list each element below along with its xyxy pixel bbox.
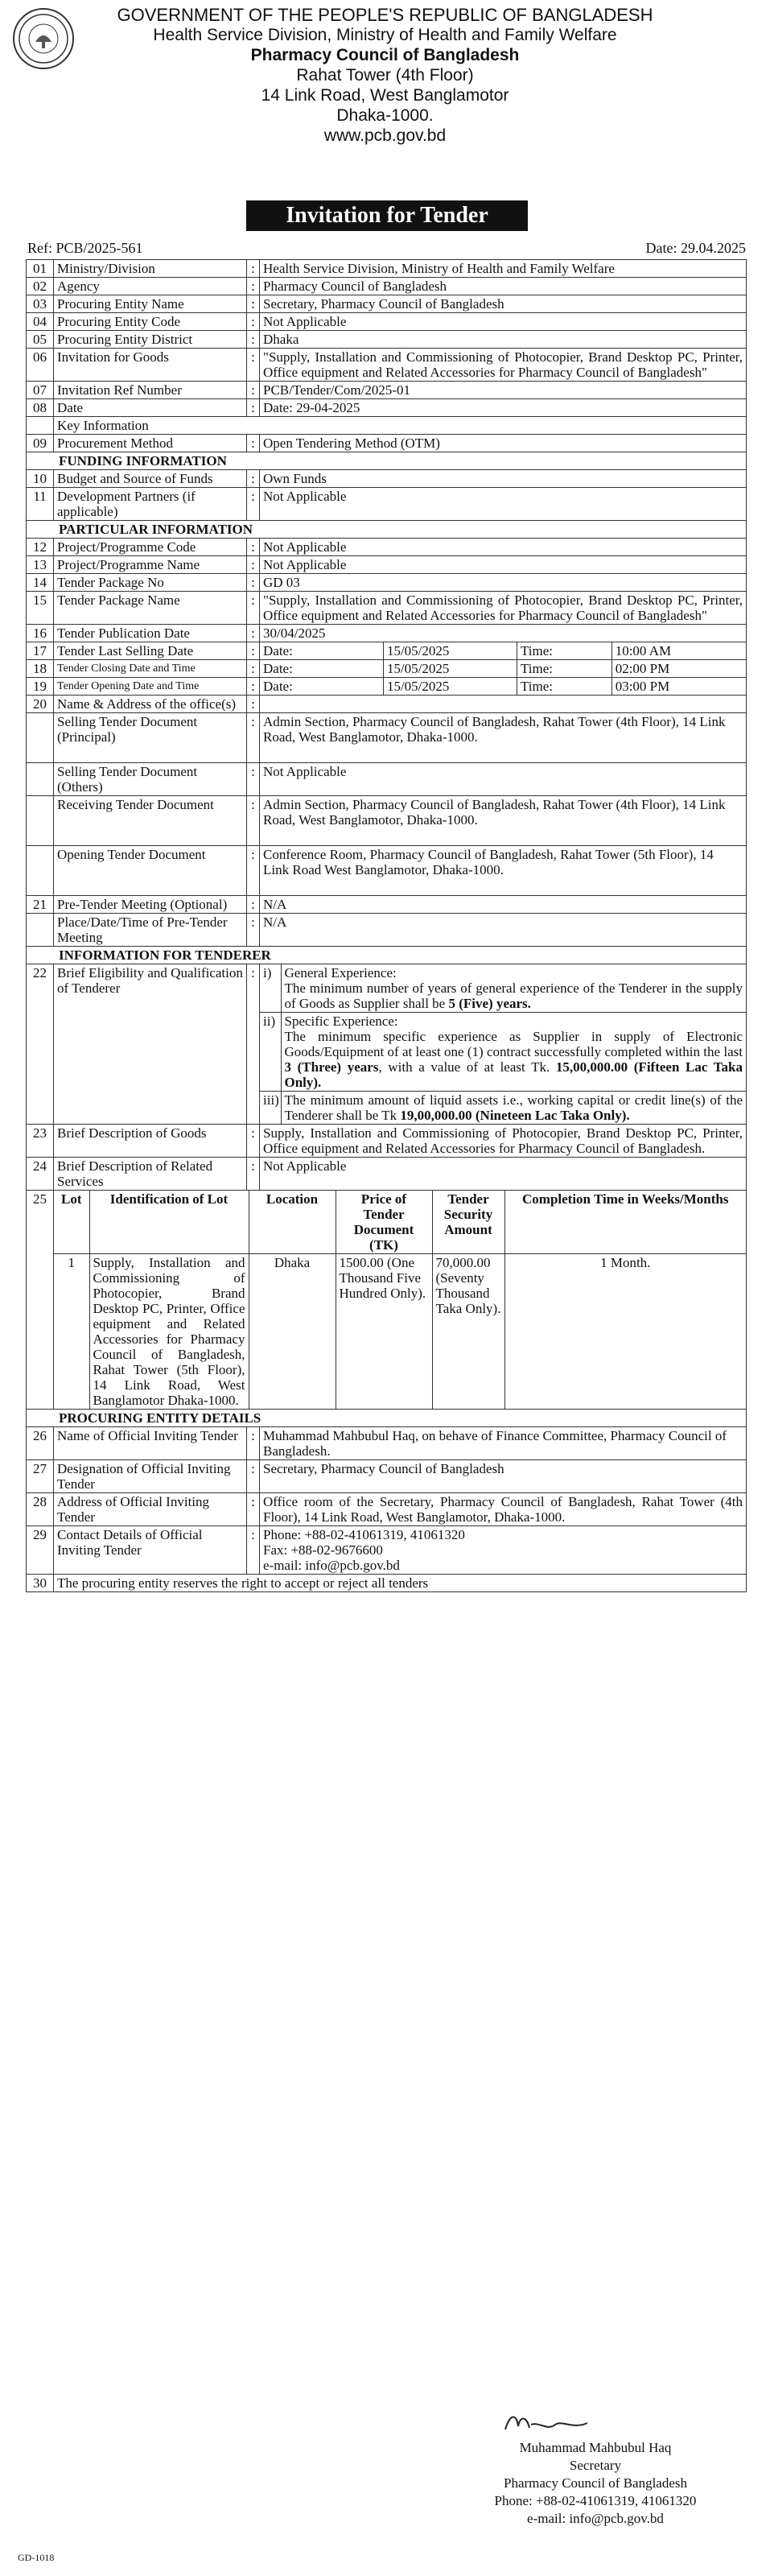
section-heading-row: [27, 521, 747, 539]
website[interactable]: www.pcb.gov.bd: [323, 126, 447, 145]
table-row: 01 Ministry/Division : Health Service Division, Ministry of Health and Family Welfare: [27, 260, 747, 278]
table-row: 13 Project/Programme Name : Not Applicable: [27, 556, 747, 574]
notice-date: Date: 29.04.2025: [645, 240, 746, 256]
table-row: 15 Tender Package Name : "Supply, Installation and Commissioning of Photocopier, Brand Desktop PC, Printer, Office equipment and Related Accessories for Pharmacy Council of Bangladesh": [27, 592, 747, 625]
signatory-phone: Phone: +88-02-41061319, 41061320: [494, 2493, 697, 2508]
table-row: 07 Invitation Ref Number : PCB/Tender/Com/2025-01: [27, 382, 747, 399]
security-header: Tender Security Amount: [432, 1191, 504, 1254]
signatory-title: Secretary: [569, 2458, 622, 2473]
table-row: 28 Address of Official Inviting Tender : Office room of the Secretary, Pharmacy Council of Bangladesh, Rahat Tower (4th Floor), 14 Link Road, West Banglamotor, Dhaka-1000.: [27, 1493, 747, 1526]
table-row: 18 Tender Closing Date and Time : Date: 15/05/2025 Time: 02:00 PM: [27, 660, 747, 678]
government-line: GOVERNMENT OF THE PEOPLE'S REPUBLIC OF BANGLADESH: [117, 5, 653, 25]
signature-icon: [499, 2407, 595, 2439]
section-heading: FUNDING INFORMATION: [27, 452, 747, 470]
section-heading-row: [27, 1410, 747, 1427]
table-row: 06 Invitation for Goods : "Supply, Installation and Commissioning of Photocopier, Brand Desktop PC, Printer, Office equipment and Related Accessories for Pharmacy Council of Bangladesh": [27, 349, 747, 382]
location-header: Location: [249, 1191, 336, 1254]
signatory-org: Pharmacy Council of Bangladesh: [503, 2475, 688, 2491]
lot-table: Lot Identification of Lot Location Price of Tender Document (TK) Tender Security Amount Completion Time in Weeks/Months 1 Supply, Installation and Commissioning of Photocopier, Brand Desktop PC, Printer, Office equipment and Related Accessories for Pharmacy Council of Bangladesh, Rahat Tower (5th Floor), 14 Link Road, West Banglamotor Dhaka-1000. Dhaka 1500.00 (One Thousand Five Hundred Only). 70,000.00 (Seventy Thousand Taka Only). 1 Month.: [54, 1191, 746, 1409]
division-line: Health Service Division, Ministry of Health and Family Welfare: [153, 26, 617, 44]
table-row: 22 Brief Eligibility and Qualification of Tenderer : i) General Experience: The minimum number of years of general experience of the Tenderer in the supply of Goods as Supplier shall be 5 (Five) years. ii) Specific Experience: The minimum specific experience as Supplier in supply of Electronic Goods/Equipment of at least one (1) contract successfully completed within the last 3 (Three) years, with a value of at least Tk. 15,00,000.00 (Fifteen Lac Taka Only). iii) The minimum amount of liquid assets i.e., working capital or credit line(s) of the Tenderer shall be Tk 19,00,000.00 (Nineteen Lac Taka Only).: [27, 964, 747, 1125]
section-heading-row: [27, 417, 747, 435]
table-row: 30 The procuring entity reserves the right to accept or reject all tenders: [27, 1575, 747, 1592]
table-row: 10 Budget and Source of Funds : Own Funds: [27, 470, 747, 488]
eligibility-criteria: i) General Experience: The minimum number of years of general experience of the Tenderer in the supply of Goods as Supplier shall be 5 (Five) years. ii) Specific Experience: The minimum specific experience as Supplier in supply of Electronic Goods/Equipment of at least one (1) contract successfully completed within the last 3 (Three) years, with a value of at least Tk. 15,00,000.00 (Fifteen Lac Taka Only). iii) The minimum amount of liquid assets i.e., working capital or credit line(s) of the Tenderer shall be Tk 19,00,000.00 (Nineteen Lac Taka Only).: [260, 964, 746, 1124]
table-row: 11 Development Partners (if applicable) : Not Applicable: [27, 488, 747, 521]
table-row: 02 Agency : Pharmacy Council of Bangladesh: [27, 278, 747, 295]
tender-details-table: [26, 259, 747, 1592]
table-row: Receiving Tender Document : Admin Section, Pharmacy Council of Bangladesh, Rahat Tower (4th Floor), 14 Link Road, West Banglamotor, Dhaka-1000.: [27, 796, 747, 846]
table-row: Selling Tender Document (Others) : Not Applicable: [27, 763, 747, 796]
table-row: 03 Procuring Entity Name : Secretary, Pharmacy Council of Bangladesh: [27, 295, 747, 313]
section-heading-row: [27, 947, 747, 964]
contact-phone: Phone: +88-02-41061319, 41061320: [263, 1527, 465, 1542]
gd-number: GD-1018: [18, 2552, 55, 2563]
table-row: 05 Procuring Entity District : Dhaka: [27, 331, 747, 349]
letterhead: [0, 5, 770, 146]
address-line-3: Dhaka-1000.: [336, 106, 434, 125]
lot-table-row: 25 Lot Identification of Lot Location Price of Tender Document (TK) Tender Security Amount Completion Time in Weeks/Months 1 Supply, Installation and Commissioning of Photocopier, Brand Desktop PC, Printer, Office equipment and Related Accessories for Pharmacy Council of Bangladesh, Rahat Tower (5th Floor), 14 Link Road, West Banglamotor Dhaka-1000. Dhaka 1500.00 (One Thousand Five Hundred Only). 70,000.00 (Seventy Thousand Taka Only). 1 Month.: [27, 1191, 747, 1410]
table-row: 24 Brief Description of Related Services : Not Applicable: [27, 1158, 747, 1191]
table-row: 04 Procuring Entity Code : Not Applicable: [27, 313, 747, 331]
table-row: 29 Contact Details of Official Inviting Tender : Phone: +88-02-41061319, 41061320 Fax: +88-02-9676600 e-mail: info@pcb.gov.bd: [27, 1526, 747, 1575]
contact-fax: Fax: +88-02-9676600: [263, 1542, 383, 1558]
table-row: 16 Tender Publication Date : 30/04/2025: [27, 625, 747, 642]
table-row: Opening Tender Document : Conference Room, Pharmacy Council of Bangladesh, Rahat Tower (5th Floor), 14 Link Road West Banglamotor, Dhaka-1000.: [27, 846, 747, 896]
table-row: 27 Designation of Official Inviting Tender : Secretary, Pharmacy Council of Bangladesh: [27, 1460, 747, 1493]
lot-header: Lot: [54, 1191, 89, 1254]
price-header: Price of Tender Document (TK): [336, 1191, 432, 1254]
signature-block: [475, 2439, 716, 2528]
section-heading: PROCURING ENTITY DETAILS: [27, 1410, 747, 1427]
table-row: 23 Brief Description of Goods : Supply, Installation and Commissioning of Photocopier, Brand Desktop PC, Printer, Office equipment and Related Accessories for Pharmacy Council of Bangladesh.: [27, 1125, 747, 1158]
completion-header: Completion Time in Weeks/Months: [504, 1191, 746, 1254]
table-row: 20 Name & Address of the office(s) :: [27, 696, 747, 713]
table-row: 12 Project/Programme Code : Not Applicable: [27, 539, 747, 556]
address-line-2: 14 Link Road, West Banglamotor: [261, 86, 509, 105]
council-name: Pharmacy Council of Bangladesh: [250, 46, 520, 64]
signatory-name: Muhammad Mahbubul Haq: [519, 2440, 672, 2455]
section-heading: INFORMATION FOR TENDERER: [27, 947, 747, 964]
table-row: Selling Tender Document (Principal) : Admin Section, Pharmacy Council of Bangladesh, Rahat Tower (4th Floor), 14 Link Road, West Banglamotor, Dhaka-1000.: [27, 713, 747, 763]
table-row: 21 Pre-Tender Meeting (Optional) : N/A: [27, 896, 747, 914]
contact-email[interactable]: e-mail: info@pcb.gov.bd: [263, 1558, 400, 1573]
table-row: 17 Tender Last Selling Date : Date: 15/05/2025 Time: 10:00 AM: [27, 642, 747, 660]
table-row: Place/Date/Time of Pre-Tender Meeting : N/A: [27, 914, 747, 947]
table-row: 14 Tender Package No : GD 03: [27, 574, 747, 592]
section-heading: PARTICULAR INFORMATION: [27, 521, 747, 539]
address-line-1: Rahat Tower (4th Floor): [296, 66, 474, 85]
table-row: 19 Tender Opening Date and Time : Date: 15/05/2025 Time: 03:00 PM: [27, 678, 747, 696]
table-row: 08 Date : Date: 29-04-2025: [27, 399, 747, 417]
section-heading-row: [27, 452, 747, 470]
table-row: 09 Procurement Method : Open Tendering Method (OTM): [27, 435, 747, 452]
page-title: Invitation for Tender: [246, 200, 528, 231]
section-heading: Key Information: [54, 417, 747, 435]
table-row: 26 Name of Official Inviting Tender : Muhammad Mahbubul Haq, on behave of Finance Committee, Pharmacy Council of Bangladesh.: [27, 1427, 747, 1460]
identification-header: Identification of Lot: [89, 1191, 249, 1254]
reference-number: Ref: PCB/2025-561: [27, 240, 143, 256]
signatory-email[interactable]: e-mail: info@pcb.gov.bd: [527, 2511, 664, 2526]
